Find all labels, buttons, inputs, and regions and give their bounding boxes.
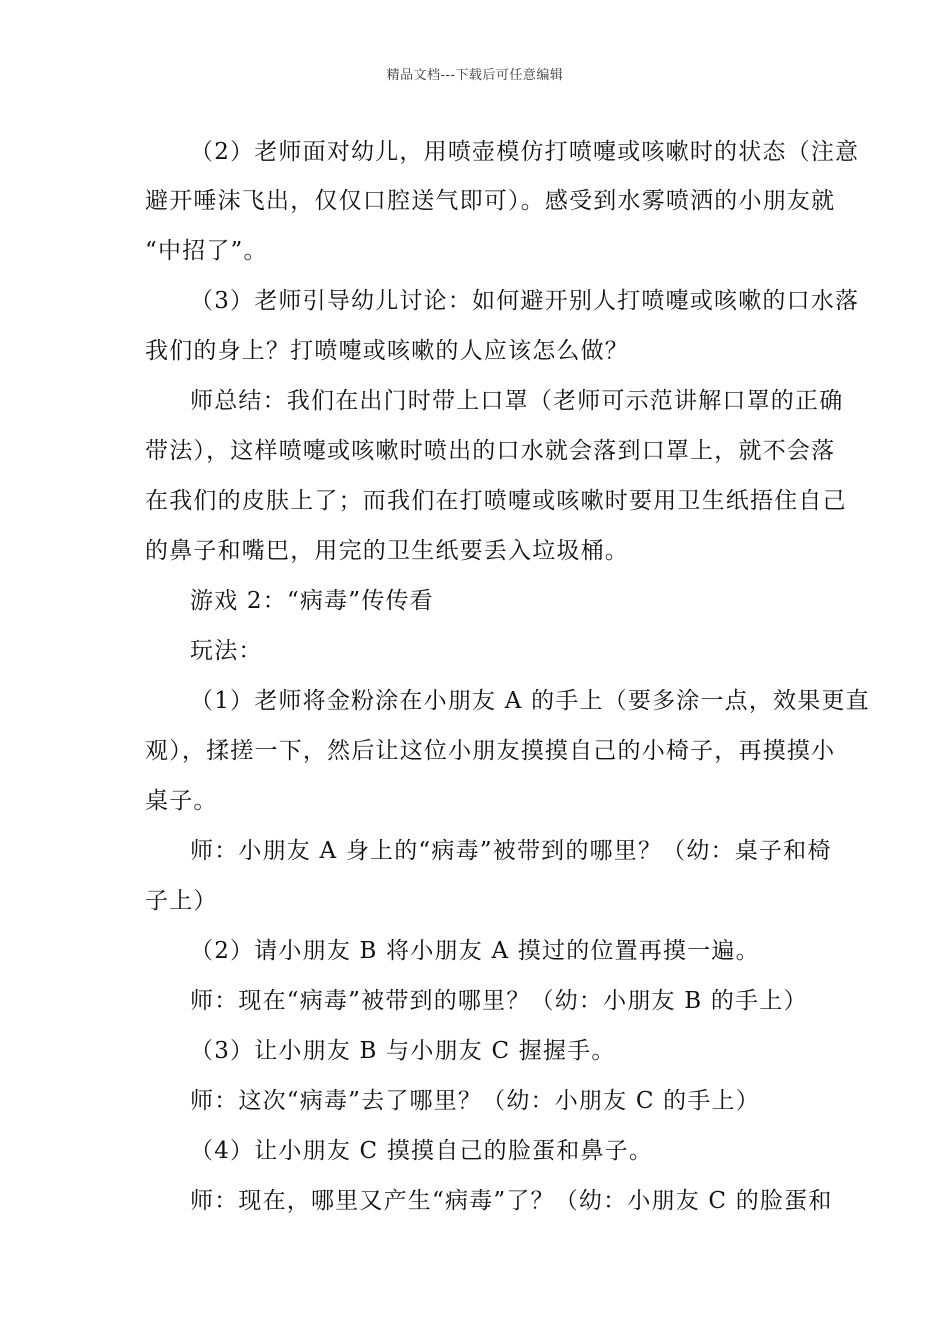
paragraph-line: 玩法： <box>190 638 263 664</box>
paragraph-line: 师：现在，哪里又产生“病毒”了？（幼：小朋友 C 的脸蛋和 <box>190 1188 833 1214</box>
paragraph-line: 带法），这样喷嚏或咳嗽时喷出的口水就会落到口罩上，就不会落 <box>145 438 836 464</box>
paragraph-line: 桌子。 <box>145 788 218 814</box>
paragraph-line: 在我们的皮肤上了；而我们在打喷嚏或咳嗽时要用卫生纸捂住自己 <box>145 488 847 514</box>
paragraph-line: （2）请小朋友 B 将小朋友 A 摸过的位置再摸一遍。 <box>190 938 760 964</box>
paragraph-line: “中招了”。 <box>145 238 268 264</box>
section-heading: 游戏 2：“病毒”传传看 <box>190 588 434 614</box>
paragraph-line: 观），揉搓一下，然后让这位小朋友摸摸自己的小椅子，再摸摸小 <box>145 738 836 764</box>
paragraph-line: （4）让小朋友 C 摸摸自己的脸蛋和鼻子。 <box>190 1138 654 1164</box>
paragraph-line: 师：现在“病毒”被带到的哪里？（幼：小朋友 B 的手上） <box>190 988 808 1014</box>
paragraph-line: 避开唾沫飞出，仅仅口腔送气即可）。感受到水雾喷洒的小朋友就 <box>145 188 836 214</box>
paragraph-line: 师总结：我们在出门时带上口罩（老师可示范讲解口罩的正确 <box>190 388 844 414</box>
page-header: 精品文档---下载后可任意编辑 <box>386 68 564 83</box>
paragraph-line: 师：小朋友 A 身上的“病毒”被带到的哪里？（幼：桌子和椅 <box>190 838 832 864</box>
paragraph-line: （3）老师引导幼儿讨论：如何避开别人打喷嚏或咳嗽的口水落 <box>190 288 860 314</box>
paragraph-line: 子上） <box>145 888 218 914</box>
paragraph-line: 我们的身上？打喷嚏或咳嗽的人应该怎么做？ <box>145 338 629 364</box>
paragraph-line: 师：这次“病毒”去了哪里？（幼：小朋友 C 的手上） <box>190 1088 760 1114</box>
paragraph-line: （2）老师面对幼儿，用喷壶模仿打喷嚏或咳嗽时的状态（注意 <box>190 139 860 165</box>
paragraph-line: 的鼻子和嘴巴，用完的卫生纸要丢入垃圾桶。 <box>145 538 629 564</box>
paragraph-line: （3）让小朋友 B 与小朋友 C 握握手。 <box>190 1038 616 1064</box>
paragraph-line: （1）老师将金粉涂在小朋友 A 的手上（要多涂一点，效果更直 <box>190 688 870 714</box>
